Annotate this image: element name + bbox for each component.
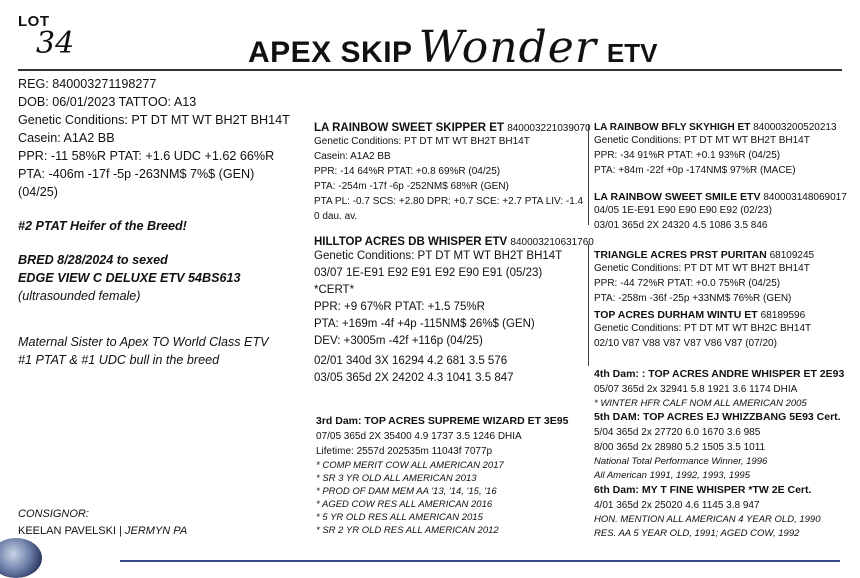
bred-line-3: (ultrasounded female): [18, 289, 141, 303]
sire-dam-line: 04/05 1E-E91 E90 E90 E90 E92 (02/23): [594, 205, 772, 216]
dam-line: DEV: +3005m -42f +116p (04/25): [314, 335, 483, 347]
bred-line-2: EDGE VIEW C DELUXE ETV 54BS613: [18, 271, 241, 285]
dam-sire-line: Genetic Conditions: PT DT MT WT BH2T BH14T: [594, 263, 810, 274]
sire-dam-block: [594, 191, 847, 233]
title-prefix: APEX SKIP: [248, 36, 413, 69]
dam-sire-line: PPR: -44 72%R PTAT: +0.0 75%R (04/25): [594, 278, 781, 289]
sire-sire-line: PTA: +84m -22f +0p -174NM$ 97%R (MACE): [594, 165, 796, 176]
dam-dam-sire-heading: [594, 309, 811, 321]
consignor-name: KEELAN PAVELSKI: [18, 525, 117, 537]
fifth-dam-line: 5/04 365d 2x 27720 6.0 1670 3.6 985: [594, 427, 761, 438]
sire-sire-block: [594, 122, 837, 178]
sire-heading: [314, 122, 591, 134]
dam-sire-block: [594, 249, 814, 306]
dam-line: Genetic Conditions: PT DT MT WT BH2T BH14T: [314, 250, 563, 262]
third-dam-block: [316, 414, 568, 537]
casein: Casein: A1A2 BB: [18, 131, 115, 145]
header-divider: [18, 69, 842, 71]
dam-sire-name: TRIANGLE ACRES PRST PURITAN: [594, 249, 767, 261]
title-suffix: ETV: [606, 38, 658, 68]
dam-dam-sire-line: 02/10 V87 V88 V87 V87 V86 V87 (07/20): [594, 338, 777, 349]
dam-dam-sire-reg: 68189596: [760, 310, 806, 321]
sire-line: PPR: -14 64%R PTAT: +0.8 69%R (04/25): [314, 166, 501, 177]
sire-line: Genetic Conditions: PT DT MT WT BH2T BH14T: [314, 136, 530, 147]
sire-line: PTA PL: -0.7 SCS: +2.80 DPR: +0.7 SCE: +2.7 PTA LIV: -1.4: [314, 196, 584, 207]
fifth-dam-block: [594, 410, 841, 483]
sixth-dam-line: 4/01 365d 2x 25020 4.6 1145 3.8 947: [594, 500, 760, 511]
maternal-line-2: #1 PTAT & #1 UDC bull in the breed: [18, 353, 220, 367]
dam-name: HILLTOP ACRES DB WHISPER ETV: [314, 236, 508, 248]
third-dam-title: 3rd Dam: TOP ACRES SUPREME WIZARD ET 3E95: [316, 415, 569, 427]
sire-dam-name: LA RAINBOW SWEET SMILE ETV: [594, 191, 761, 203]
sire-line: Casein: A1A2 BB: [314, 151, 391, 162]
sire-sire-name: LA RAINBOW BFLY SKYHIGH ET: [594, 122, 751, 133]
fourth-dam-line: 05/07 365d 2x 32941 5.8 1921 3.6 1174 DHIA: [594, 384, 798, 395]
fifth-dam-line: 8/00 365d 2x 28980 5.2 1505 3.5 1011: [594, 442, 766, 453]
fourth-dam-award: * WINTER HFR CALF NOM ALL AMERICAN 2005: [594, 398, 807, 409]
reg-number: REG: 840003271198277: [18, 77, 157, 91]
dam-dam-sire-line: Genetic Conditions: PT DT MT WT BH2C BH14T: [594, 323, 812, 334]
sire-sire-line: PPR: -34 91%R PTAT: +0.1 93%R (04/25): [594, 150, 781, 161]
sire-sire-line: Genetic Conditions: PT DT MT WT BH2T BH14T: [594, 135, 810, 146]
third-dam-line: Lifetime: 2557d 202535m 11043f 7077p: [316, 446, 493, 457]
dam-dam-sire-block: [594, 309, 811, 351]
sixth-dam-award: RES. AA 5 YEAR OLD, 1991; AGED COW, 1992: [594, 528, 800, 539]
dam-heading: [314, 236, 594, 248]
consignor-location: JERMYN PA: [125, 525, 188, 537]
dam-line: 03/05 365d 2X 24202 4.3 1041 3.5 847: [314, 372, 514, 384]
third-dam-award: * PROD OF DAM MEM AA '13, '14, '15, '16: [316, 486, 497, 497]
dam-sire-line: PTA: -258m -36f -25p +33NM$ 76%R (GEN): [594, 293, 792, 304]
highlight-text: #2 PTAT Heifer of the Breed!: [18, 219, 187, 233]
third-dam-award: * AGED COW RES ALL AMERICAN 2016: [316, 499, 493, 510]
fifth-dam-award: All American 1991, 1992, 1993, 1995: [594, 470, 750, 481]
sixth-dam-title: 6th Dam: MY T FINE WHISPER *TW 2E Cert.: [594, 484, 812, 496]
title-script: Wonder: [418, 22, 597, 73]
consignor-line: [18, 525, 187, 537]
lot-number: 34: [36, 26, 75, 61]
maternal-line-1: Maternal Sister to Apex TO World Class ETV: [18, 335, 269, 349]
dam-line: 03/07 1E-E91 E92 E91 E92 E90 E91 (05/23): [314, 267, 543, 279]
dam-line: *CERT*: [314, 284, 355, 296]
sire-dam-line: 03/01 365d 2X 24320 4.5 1086 3.5 846: [594, 220, 768, 231]
sixth-dam-award: HON. MENTION ALL AMERICAN 4 YEAR OLD, 1990: [594, 514, 821, 525]
sire-dam-heading: [594, 191, 847, 203]
fourth-dam-title: 4th Dam: : TOP ACRES ANDRE WHISPER ET 2E93: [594, 368, 845, 380]
fourth-dam-block: [594, 367, 844, 410]
pedigree-bracket: [588, 244, 589, 366]
sire-block: [314, 122, 591, 224]
dam-dam-sire-name: TOP ACRES DURHAM WINTU ET: [594, 309, 758, 321]
lot-label: LOT: [18, 13, 50, 30]
logo-globe-icon: [0, 538, 42, 578]
third-dam-award: * COMP MERIT COW ALL AMERICAN 2017: [316, 460, 504, 471]
pta-date: (04/25): [18, 185, 58, 199]
dam-block: [314, 236, 594, 387]
dam-reg: 840003210631760: [510, 237, 594, 248]
footer-divider: [120, 560, 840, 562]
dob-tattoo: DOB: 06/01/2023 TATTOO: A13: [18, 95, 197, 109]
sire-line: 0 dau. av.: [314, 211, 358, 222]
animal-details: [18, 75, 290, 369]
dam-line: 02/01 340d 3X 16294 4.2 681 3.5 576: [314, 355, 508, 367]
fifth-dam-title: 5th DAM: TOP ACRES EJ WHIZZBANG 5E93 Cert.: [594, 411, 841, 423]
page-title: [248, 22, 657, 73]
sire-dam-reg: 840003148069017: [763, 192, 847, 203]
genetic-conditions: Genetic Conditions: PT DT MT WT BH2T BH14T: [18, 113, 290, 127]
dam-line: PPR: +9 67%R PTAT: +1.5 75%R: [314, 301, 485, 313]
bred-line-1: BRED 8/28/2024 to sexed: [18, 253, 168, 267]
dam-sire-reg: 68109245: [769, 250, 815, 261]
pta: PTA: -406m -17f -5p -263NM$ 7%$ (GEN): [18, 167, 255, 181]
consignor-separator: |: [116, 525, 126, 537]
ppr: PPR: -11 58%R PTAT: +1.6 UDC +1.62 66%R: [18, 149, 275, 163]
pedigree-bracket: [588, 125, 589, 225]
third-dam-award: * 5 YR OLD RES ALL AMERICAN 2015: [316, 512, 483, 523]
sire-name: LA RAINBOW SWEET SKIPPER ET: [314, 122, 504, 134]
third-dam-award: * SR 2 YR OLD RES ALL AMERICAN 2012: [316, 525, 499, 536]
sixth-dam-block: [594, 483, 821, 541]
sire-sire-reg: 840003200520213: [753, 122, 837, 133]
third-dam-line: 07/05 365d 2X 35400 4.9 1737 3.5 1246 DHIA: [316, 431, 522, 442]
dam-line: PTA: +169m -4f +4p -115NM$ 26%$ (GEN): [314, 318, 535, 330]
sire-reg: 840003221039070: [507, 123, 591, 134]
consignor-label: CONSIGNOR:: [18, 508, 89, 520]
sire-sire-heading: [594, 122, 837, 133]
third-dam-award: * SR 3 YR OLD ALL AMERICAN 2013: [316, 473, 477, 484]
dam-sire-heading: [594, 249, 814, 261]
fifth-dam-award: National Total Performance Winner, 1996: [594, 456, 768, 467]
sire-line: PTA: -254m -17f -6p -252NM$ 68%R (GEN): [314, 181, 509, 192]
